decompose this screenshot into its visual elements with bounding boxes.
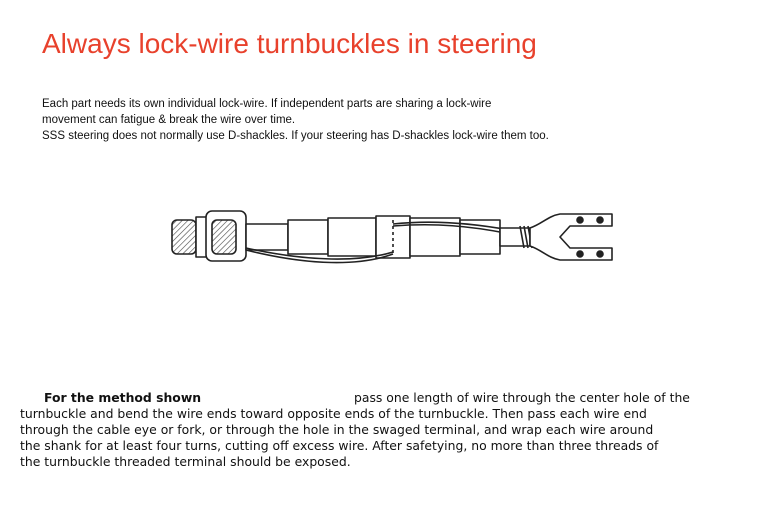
intro-line: Each part needs its own individual lock-wire. If independent parts are sharing a lock-wire [42,98,492,110]
method-text [20,390,758,470]
intro-line: SSS steering does not normally use D-shackles. If your steering has D-shackles lock-wire them too. [42,130,549,142]
method-line: through the cable eye or fork, or through the hole in the swaged terminal, and wrap each wire around [20,422,654,437]
turnbuckle-diagram [160,180,620,290]
slide-title: Always lock-wire turnbuckles in steering [42,28,537,59]
intro-line: movement can fatigue & break the wire over time. [42,114,296,126]
method-line: turnbuckle and bend the wire ends toward opposite ends of the turnbuckle. Then pass each wire end [20,406,647,421]
method-line: the turnbuckle threaded terminal should be exposed. [20,454,351,469]
method-line: the shank for at least four turns, cutting off excess wire. After safetying, no more than three threads of [20,438,659,453]
intro-text [42,96,662,144]
barrel-left-shape [288,220,328,254]
turnbuckle-illustration [160,180,620,290]
method-first-line [20,390,758,406]
swaged-terminal-shape [172,220,196,254]
method-line: pass one length of wire through the center hole of the [354,390,690,405]
method-lead: For the method shown [44,390,202,405]
